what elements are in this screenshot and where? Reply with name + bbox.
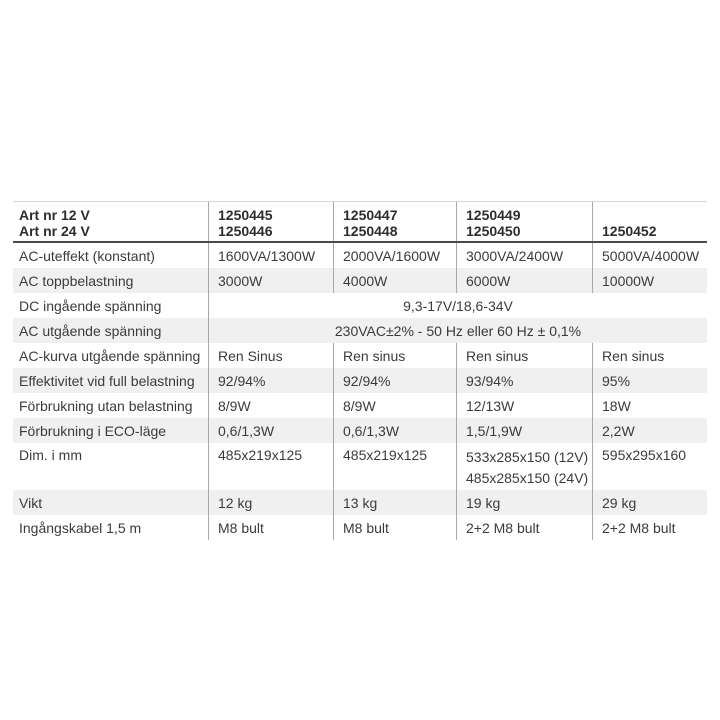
header-label-line2: Art nr 24 V xyxy=(19,223,90,239)
cell-value: M8 bult xyxy=(208,515,333,540)
table-row xyxy=(13,268,707,293)
table-row xyxy=(13,243,707,268)
cell-span-value: 9,3-17V/18,6-34V xyxy=(208,293,707,318)
cell-value: Ren sinus xyxy=(592,343,707,368)
cell-value: 3000VA/2400W xyxy=(456,243,592,268)
table-row xyxy=(13,443,707,490)
art-nr-24v: 1250446 xyxy=(218,223,273,239)
row-label: Effektivitet vid full belastning xyxy=(19,372,195,389)
cell-value: 0,6/1,3W xyxy=(208,418,333,443)
cell-value-line1: 533x285x150 (12V) xyxy=(466,449,589,465)
cell-value: 1,5/1,9W xyxy=(456,418,592,443)
row-label: Vikt xyxy=(19,494,43,511)
cell-value: 19 kg xyxy=(456,490,592,515)
cell-value: Ren sinus xyxy=(456,343,592,368)
cell-value: 485x219x125 xyxy=(333,443,456,490)
cell-value: 93/94% xyxy=(456,368,592,393)
cell-value: M8 bult xyxy=(333,515,456,540)
art-nr-24v: 1250448 xyxy=(343,223,398,239)
cell-value: 5000VA/4000W xyxy=(592,243,707,268)
cell-value: 2+2 M8 bult xyxy=(592,515,707,540)
row-label: AC utgående spänning xyxy=(19,322,162,339)
header-col-3 xyxy=(456,202,592,241)
cell-value: 8/9W xyxy=(333,393,456,418)
cell-value: 10000W xyxy=(592,268,707,293)
table-row xyxy=(13,318,707,343)
row-label: AC-kurva utgående spänning xyxy=(19,347,201,364)
row-label: AC toppbelastning xyxy=(19,272,134,289)
cell-value: 6000W xyxy=(456,268,592,293)
table-row xyxy=(13,418,707,443)
row-label: AC-uteffekt (konstant) xyxy=(19,247,155,264)
table-row xyxy=(13,490,707,515)
cell-value: 1600VA/1300W xyxy=(208,243,333,268)
cell-value: 92/94% xyxy=(333,368,456,393)
art-nr-24v: 1250450 xyxy=(466,223,521,239)
cell-value: 92/94% xyxy=(208,368,333,393)
table-row xyxy=(13,368,707,393)
header-label-line1: Art nr 12 V xyxy=(19,207,90,223)
art-nr-12v xyxy=(602,207,707,223)
cell-value: 12/13W xyxy=(456,393,592,418)
cell-value: 29 kg xyxy=(592,490,707,515)
art-nr-12v: 1250445 xyxy=(218,207,273,223)
cell-value: 4000W xyxy=(333,268,456,293)
row-label: Förbrukning i ECO-läge xyxy=(19,422,167,439)
spec-table xyxy=(13,201,707,540)
cell-value: 2+2 M8 bult xyxy=(456,515,592,540)
cell-value-line2: 485x285x150 (24V) xyxy=(466,470,589,486)
cell-value: 95% xyxy=(592,368,707,393)
cell-value: 595x295x160 xyxy=(592,443,707,490)
cell-value xyxy=(456,443,592,490)
cell-value: 485x219x125 xyxy=(208,443,333,490)
row-label: Ingångskabel 1,5 m xyxy=(19,519,142,536)
table-row xyxy=(13,293,707,318)
cell-value: 2000VA/1600W xyxy=(333,243,456,268)
cell-value: 13 kg xyxy=(333,490,456,515)
table-row xyxy=(13,515,707,540)
cell-value: Ren sinus xyxy=(333,343,456,368)
art-nr-12v: 1250447 xyxy=(343,207,398,223)
cell-value: Ren Sinus xyxy=(208,343,333,368)
row-label: Förbrukning utan belastning xyxy=(19,397,193,414)
header-label xyxy=(13,202,208,241)
header-col-4 xyxy=(592,202,707,241)
cell-span-value: 230VAC±2% - 50 Hz eller 60 Hz ± 0,1% xyxy=(208,318,707,343)
cell-value: 12 kg xyxy=(208,490,333,515)
table-row xyxy=(13,343,707,368)
table-row xyxy=(13,393,707,418)
header-col-1 xyxy=(208,202,333,241)
cell-value: 18W xyxy=(592,393,707,418)
table-header-row xyxy=(13,201,707,243)
row-label: DC ingående spänning xyxy=(19,297,162,314)
art-nr-24v: 1250452 xyxy=(602,223,657,239)
cell-value: 0,6/1,3W xyxy=(333,418,456,443)
cell-value: 2,2W xyxy=(592,418,707,443)
row-label: Dim. i mm xyxy=(19,447,82,463)
cell-value: 8/9W xyxy=(208,393,333,418)
cell-value: 3000W xyxy=(208,268,333,293)
art-nr-12v: 1250449 xyxy=(466,207,521,223)
header-col-2 xyxy=(333,202,456,241)
